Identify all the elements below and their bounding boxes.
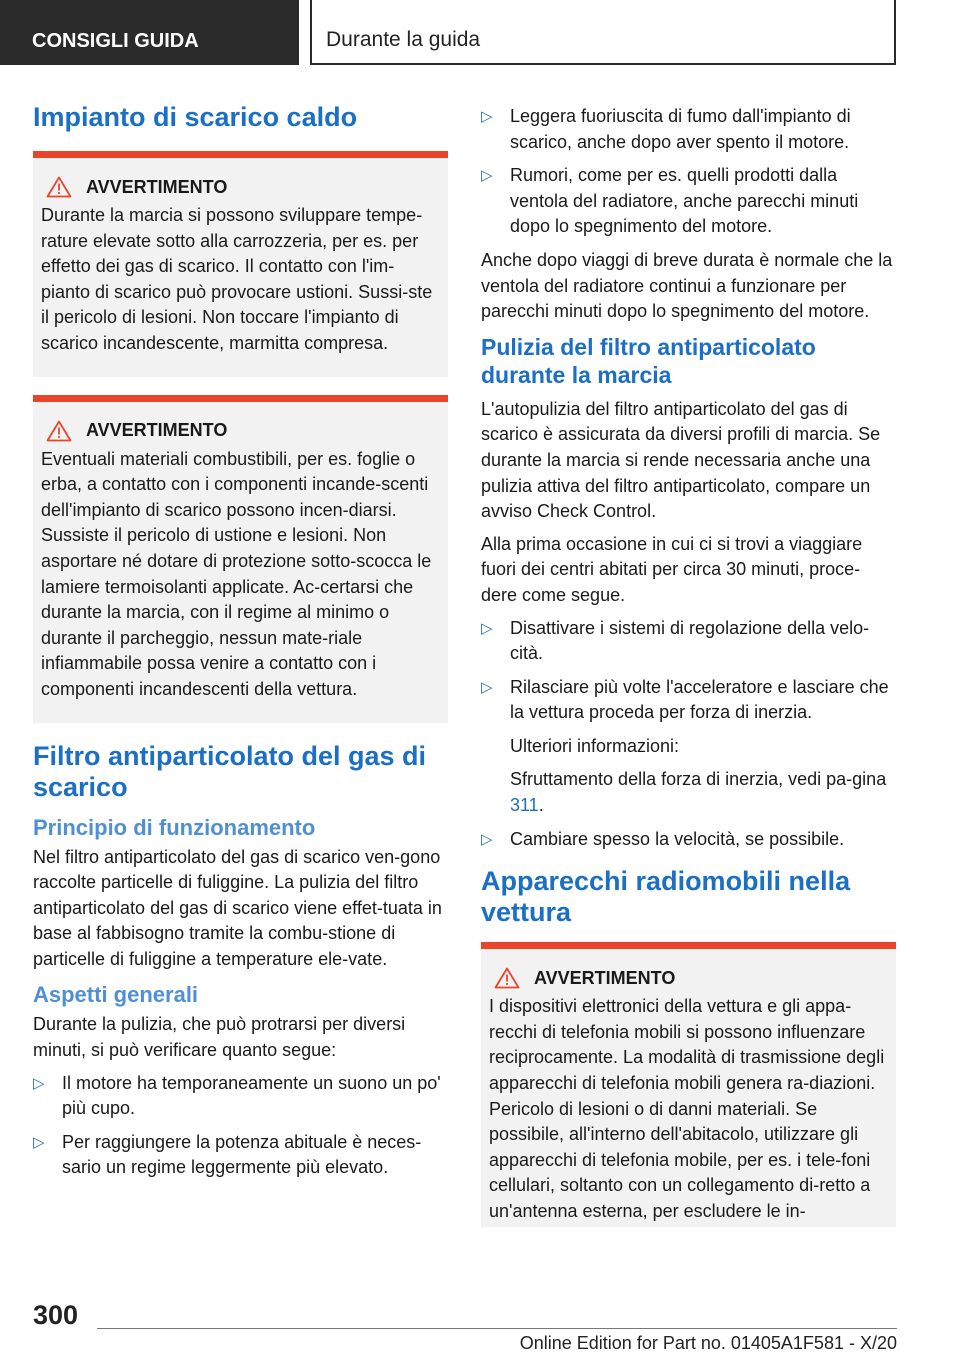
procedure-list [481,616,896,853]
list-item: ▷ Per raggiungere la potenza abituale è neces-sario un regime leggermente più elevato. [33,1131,422,1178]
warning-box-1 [33,151,448,377]
warning-header [41,420,440,442]
more-info-text: Sfruttamento della forza di inerzia, vedi pa-gina 311. [510,769,887,816]
list-item: ▷ Cambiare spesso la velocità, se possibile. [481,827,896,853]
heading-hot-exhaust: Impianto di scarico caldo [33,102,358,132]
warning-text: Eventuali materiali combustibili, per es. foglie o erba, a contatto con i componenti incande-scenti dell'impianto di scarico possono incen-diarsi. Sussiste il pericolo di ustione e lesioni. Non asportare né dotare di protezione sotto-scocca le lamiere termoisolanti applicate. Ac-certarsi che durante la marcia, con il regime al minimo o durante il parcheggio, nessun mate-riale infiammabile possa venire a contatto con i componenti incandescenti della vettura. [41,448,432,699]
heading-general-aspects: Aspetti generali [33,982,199,1008]
triangle-bullet-icon: ▷ [481,619,493,637]
page-reference-link[interactable]: 311 [510,795,539,816]
warning-triangle-icon [46,176,72,198]
triangle-bullet-icon: ▷ [481,108,493,125]
effects-list [33,1071,448,1181]
list-item: ▷ Rilasciare più volte l'acceleratore e lasciare che la vettura proceda per forza di inerzia. Ulteriori informazioni: Sfruttamento della forza di inerzia, vedi pa-gina 311. [481,675,896,819]
triangle-bullet-icon: ▷ [481,167,493,185]
warning-triangle-icon [494,967,520,989]
warning-label: AVVERTIMENTO [86,420,228,441]
paragraph-cleaning-2: Alla prima occasione in cui ci si trovi a viaggiare fuori dei centri abitati per circa 30 minuti, proce-dere come segue. [481,533,863,605]
heading-particulate-filter: Filtro antiparticolato del gas di scarico [33,740,427,802]
left-column [33,102,448,1189]
chapter-title: Durante la guida [310,0,896,65]
triangle-bullet-icon: ▷ [33,1074,45,1092]
section-tab: CONSIGLI GUIDA [0,0,299,65]
warning-header [41,176,440,198]
warning-label: AVVERTIMENTO [534,967,676,988]
triangle-bullet-icon: ▷ [481,830,493,848]
heading-mobile-devices: Apparecchi radiomobili nella vettura [481,866,851,928]
edition-note: Online Edition for Part no. 01405A1F581 - X/20 [519,1333,897,1353]
warning-triangle-icon [46,420,72,442]
footer-divider [97,1328,897,1329]
heading-principle: Principio di funzionamento [33,814,316,840]
paragraph-cleaning-1: L'autopulizia del filtro antiparticolato del gas di scarico è assicurata da diversi profili di marcia. Se durante la marcia si rende necessaria anche una pulizia attiva del filtro antiparticolato, compare un avviso Check Control. [481,398,881,522]
list-item: ▷ Leggera fuoriuscita di fumo dall'impianto di scarico, anche dopo aver spento il motore. [481,106,851,152]
warning-text: Durante la marcia si possono sviluppare tempe-rature elevate sotto alla carrozzeria, per es. per effetto dei gas di scarico. Il contatto con l'im-pianto di scarico può provocare ustioni. Sussi-ste il pericolo di lesioni. Non toccare l'impianto di scarico incandescente, marmitta compresa. [41,205,433,353]
list-item: ▷ Il motore ha temporaneamente un suono un po' più cupo. [33,1072,441,1119]
list-item: ▷ Disattivare i sistemi di regolazione della velo-cità. [481,617,870,664]
warning-box-3 [481,942,896,1226]
triangle-bullet-icon: ▷ [481,678,493,696]
warning-label: AVVERTIMENTO [86,176,228,197]
triangle-bullet-icon: ▷ [33,1133,45,1151]
warning-header [489,967,888,989]
heading-filter-cleaning: Pulizia del filtro antiparticolato durante la marcia [481,333,816,388]
more-info-label: Ulteriori informazioni: [510,735,680,756]
right-column [481,104,896,1245]
paragraph-fan-note: Anche dopo viaggi di breve durata è normale che la ventola del radiatore continui a funzionare per parecchi minuti dopo lo spegnimento del motore. [481,249,893,322]
warning-text: I dispositivi elettronici della vettura e gli appa-recchi di telefonia mobili si possono influenzare reciprocamente. La modalità di trasmissione degli apparecchi di telefonia mobili genera ra-diazioni. Pericolo di lesioni o di danni materiali. Se possibile, all'interno dell'abitacolo, utilizzare gli apparecchi di telefonia mobile, per es. i tele-foni cellulari, soltanto con un collegamento di-retto a un'antenna esterna, per escludere le in- [489,996,885,1221]
paragraph-general: Durante la pulizia, che può protrarsi per diversi minuti, si può verificare quanto segue: [33,1014,406,1061]
paragraph-principle: Nel filtro antiparticolato del gas di scarico ven-gono raccolte particelle di fuliggine. La pulizia del filtro antiparticolato del gas di scarico viene effet-tuata in base al fabbisogno tramite la combu-stione di particelle di fuliggine a temperature ele-vate. [33,846,442,969]
effects-list-continued [481,104,896,240]
page-number: 300 [33,1300,79,1330]
list-item: ▷ Rumori, come per es. quelli prodotti dalla ventola del radiatore, anche parecchi minuti dopo lo spegnimento del motore. [481,165,859,237]
warning-box-2 [33,395,448,723]
